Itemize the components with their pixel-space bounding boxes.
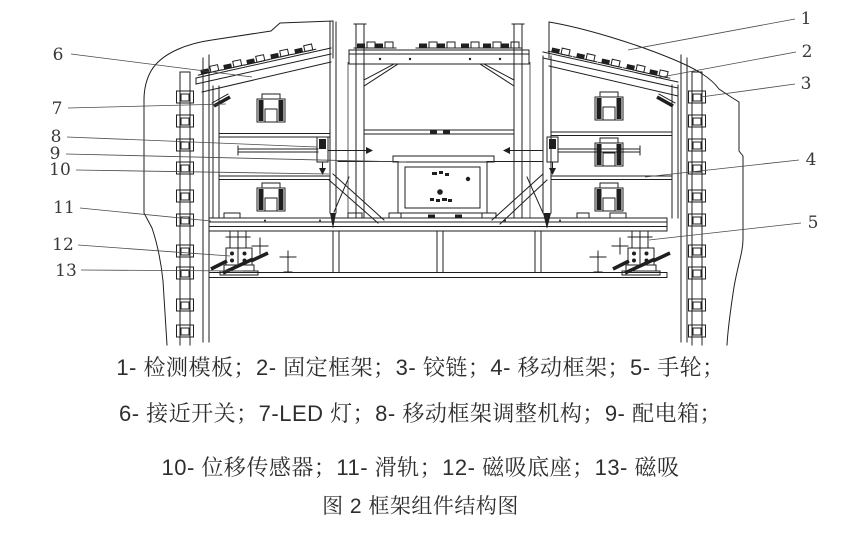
- callout-10: 10: [49, 160, 71, 180]
- callout-3: 3: [800, 74, 812, 94]
- callout-4: 4: [805, 150, 817, 170]
- left-template-panel: [144, 21, 333, 345]
- callout-9: 9: [49, 144, 61, 164]
- t-bolt-right: [590, 251, 606, 272]
- callout-13: 13: [55, 261, 77, 281]
- callout-1: 1: [800, 9, 812, 29]
- magnetic-base-left: [211, 231, 268, 275]
- t-bolt-left: [280, 251, 296, 272]
- callout-6: 6: [52, 45, 64, 65]
- callout-8: 8: [50, 127, 62, 147]
- magnetic-base-right: [612, 231, 670, 275]
- clamp-bracket: [595, 92, 623, 120]
- callout-2: 2: [801, 42, 813, 62]
- right-hinge-strip: [689, 72, 706, 345]
- figure-title: 图 2 框架组件结构图: [322, 495, 519, 518]
- callout-12: 12: [52, 235, 74, 255]
- clamp-bracket: [257, 94, 285, 122]
- clamp-bracket: [595, 183, 623, 211]
- left-hinge-strip: [177, 72, 194, 345]
- caption-line-1: 1- 检测模板；2- 固定框架；3- 铰链；4- 移动框架；5- 手轮；: [116, 355, 725, 380]
- right-tower: [503, 45, 678, 229]
- callout-7: 7: [51, 99, 63, 119]
- clamp-bracket: [257, 183, 285, 211]
- callout-5: 5: [807, 213, 819, 233]
- caption-line-3: 10- 位移传感器；11- 滑轨；12- 磁吸底座；13- 磁吸: [161, 455, 680, 480]
- center-portal-frame: [348, 24, 547, 224]
- callout-11: 11: [53, 198, 75, 218]
- top-hardware-row: [354, 42, 522, 48]
- caption-line-2: 6- 接近开关；7-LED 灯；8- 移动框架调整机构；9- 配电箱；: [119, 401, 722, 426]
- distribution-box: [338, 156, 543, 213]
- adjuster-left: [238, 137, 373, 175]
- right-template-panel: [549, 22, 743, 345]
- slide-rail-deck: [209, 213, 667, 231]
